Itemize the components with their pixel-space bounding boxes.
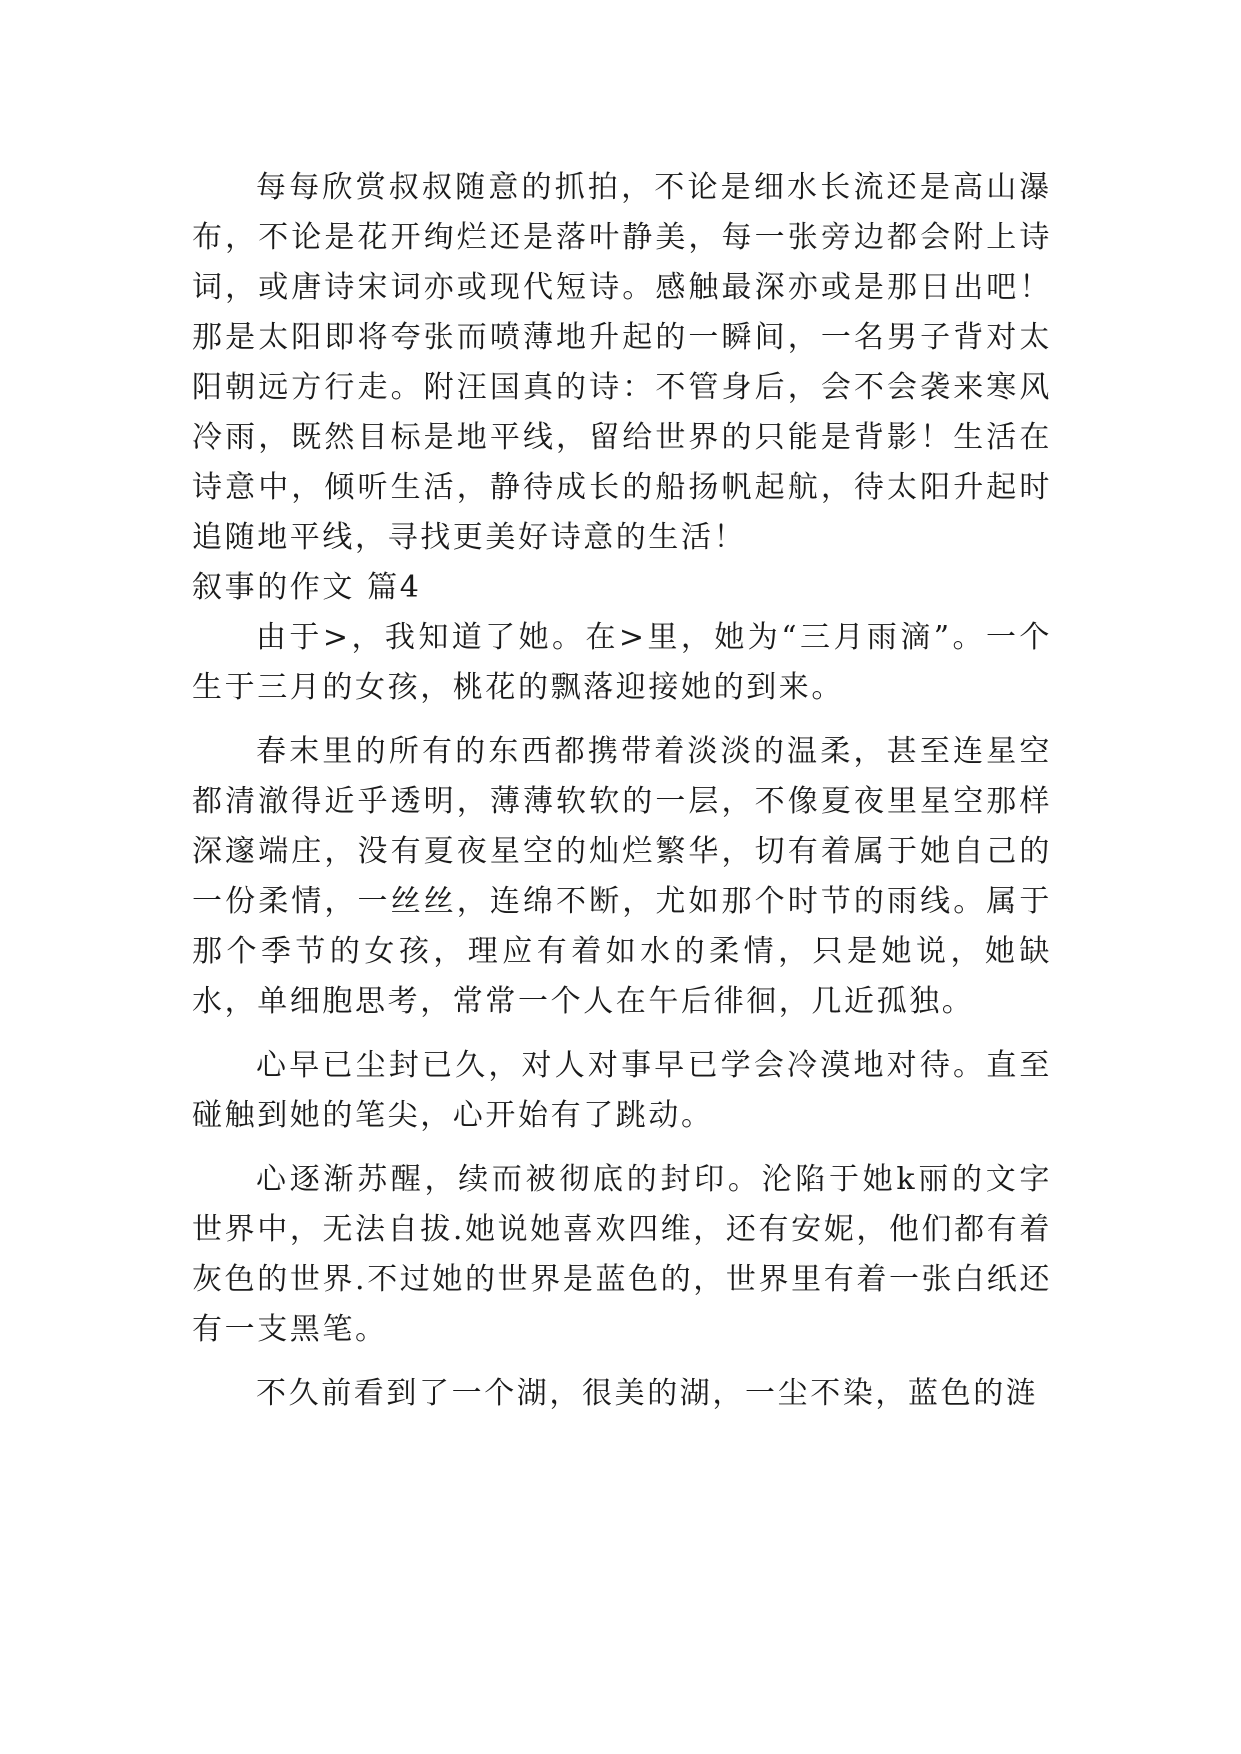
paragraph-3: 春末里的所有的东西都携带着淡淡的温柔，甚至连星空都清澈得近乎透明，薄薄软软的一层，不像夏夜里星空那样深邃端庄，没有夏夜星空的灿烂繁华，切有着属于她自己的一份柔情，一丝丝，连绵不断，尤如那个时节的雨线。属于那个季节的女孩，理应有着如水的柔情，只是她说，她缺水，单细胞思考，常常一个人在午后徘徊，几近孤独。 xyxy=(192,734,1052,1019)
paragraph-2: 由于>，我知道了她。在>里，她为“三月雨滴”。一个生于三月的女孩，桃花的飘落迎接她的到来。 xyxy=(192,620,1052,705)
paragraph-6: 不久前看到了一个湖，很美的湖，一尘不染，蓝色的涟 xyxy=(256,1376,1039,1411)
section-heading: 叙事的作文 篇4 xyxy=(192,570,422,605)
paragraph-1: 每每欣赏叔叔随意的抓拍，不论是细水长流还是高山瀑布，不论是花开绚烂还是落叶静美，每一张旁边都会附上诗词，或唐诗宋词亦或现代短诗。感触最深亦或是那日出吧！那是太阳即将夸张而喷薄地升起的一瞬间，一名男子背对太阳朝远方行走。附汪国真的诗：不管身后，会不会袭来寒风冷雨，既然目标是地平线，留给世界的只能是背影！生活在诗意中，倾听生活，静待成长的船扬帆起航，待太阳升起时追随地平线，寻找更美好诗意的生活！ xyxy=(192,170,1052,555)
paragraph-5: 心逐渐苏醒，续而被彻底的封印。沦陷于她k丽的文字世界中，无法自拔.她说她喜欢四维，还有安妮，他们都有着灰色的世界.不过她的世界是蓝色的，世界里有着一张白纸还有一支黑笔。 xyxy=(192,1162,1052,1347)
paragraph-4: 心早已尘封已久，对人对事早已学会冷漠地对待。直至碰触到她的笔尖，心开始有了跳动。 xyxy=(192,1048,1052,1133)
document-page xyxy=(192,163,1052,1419)
